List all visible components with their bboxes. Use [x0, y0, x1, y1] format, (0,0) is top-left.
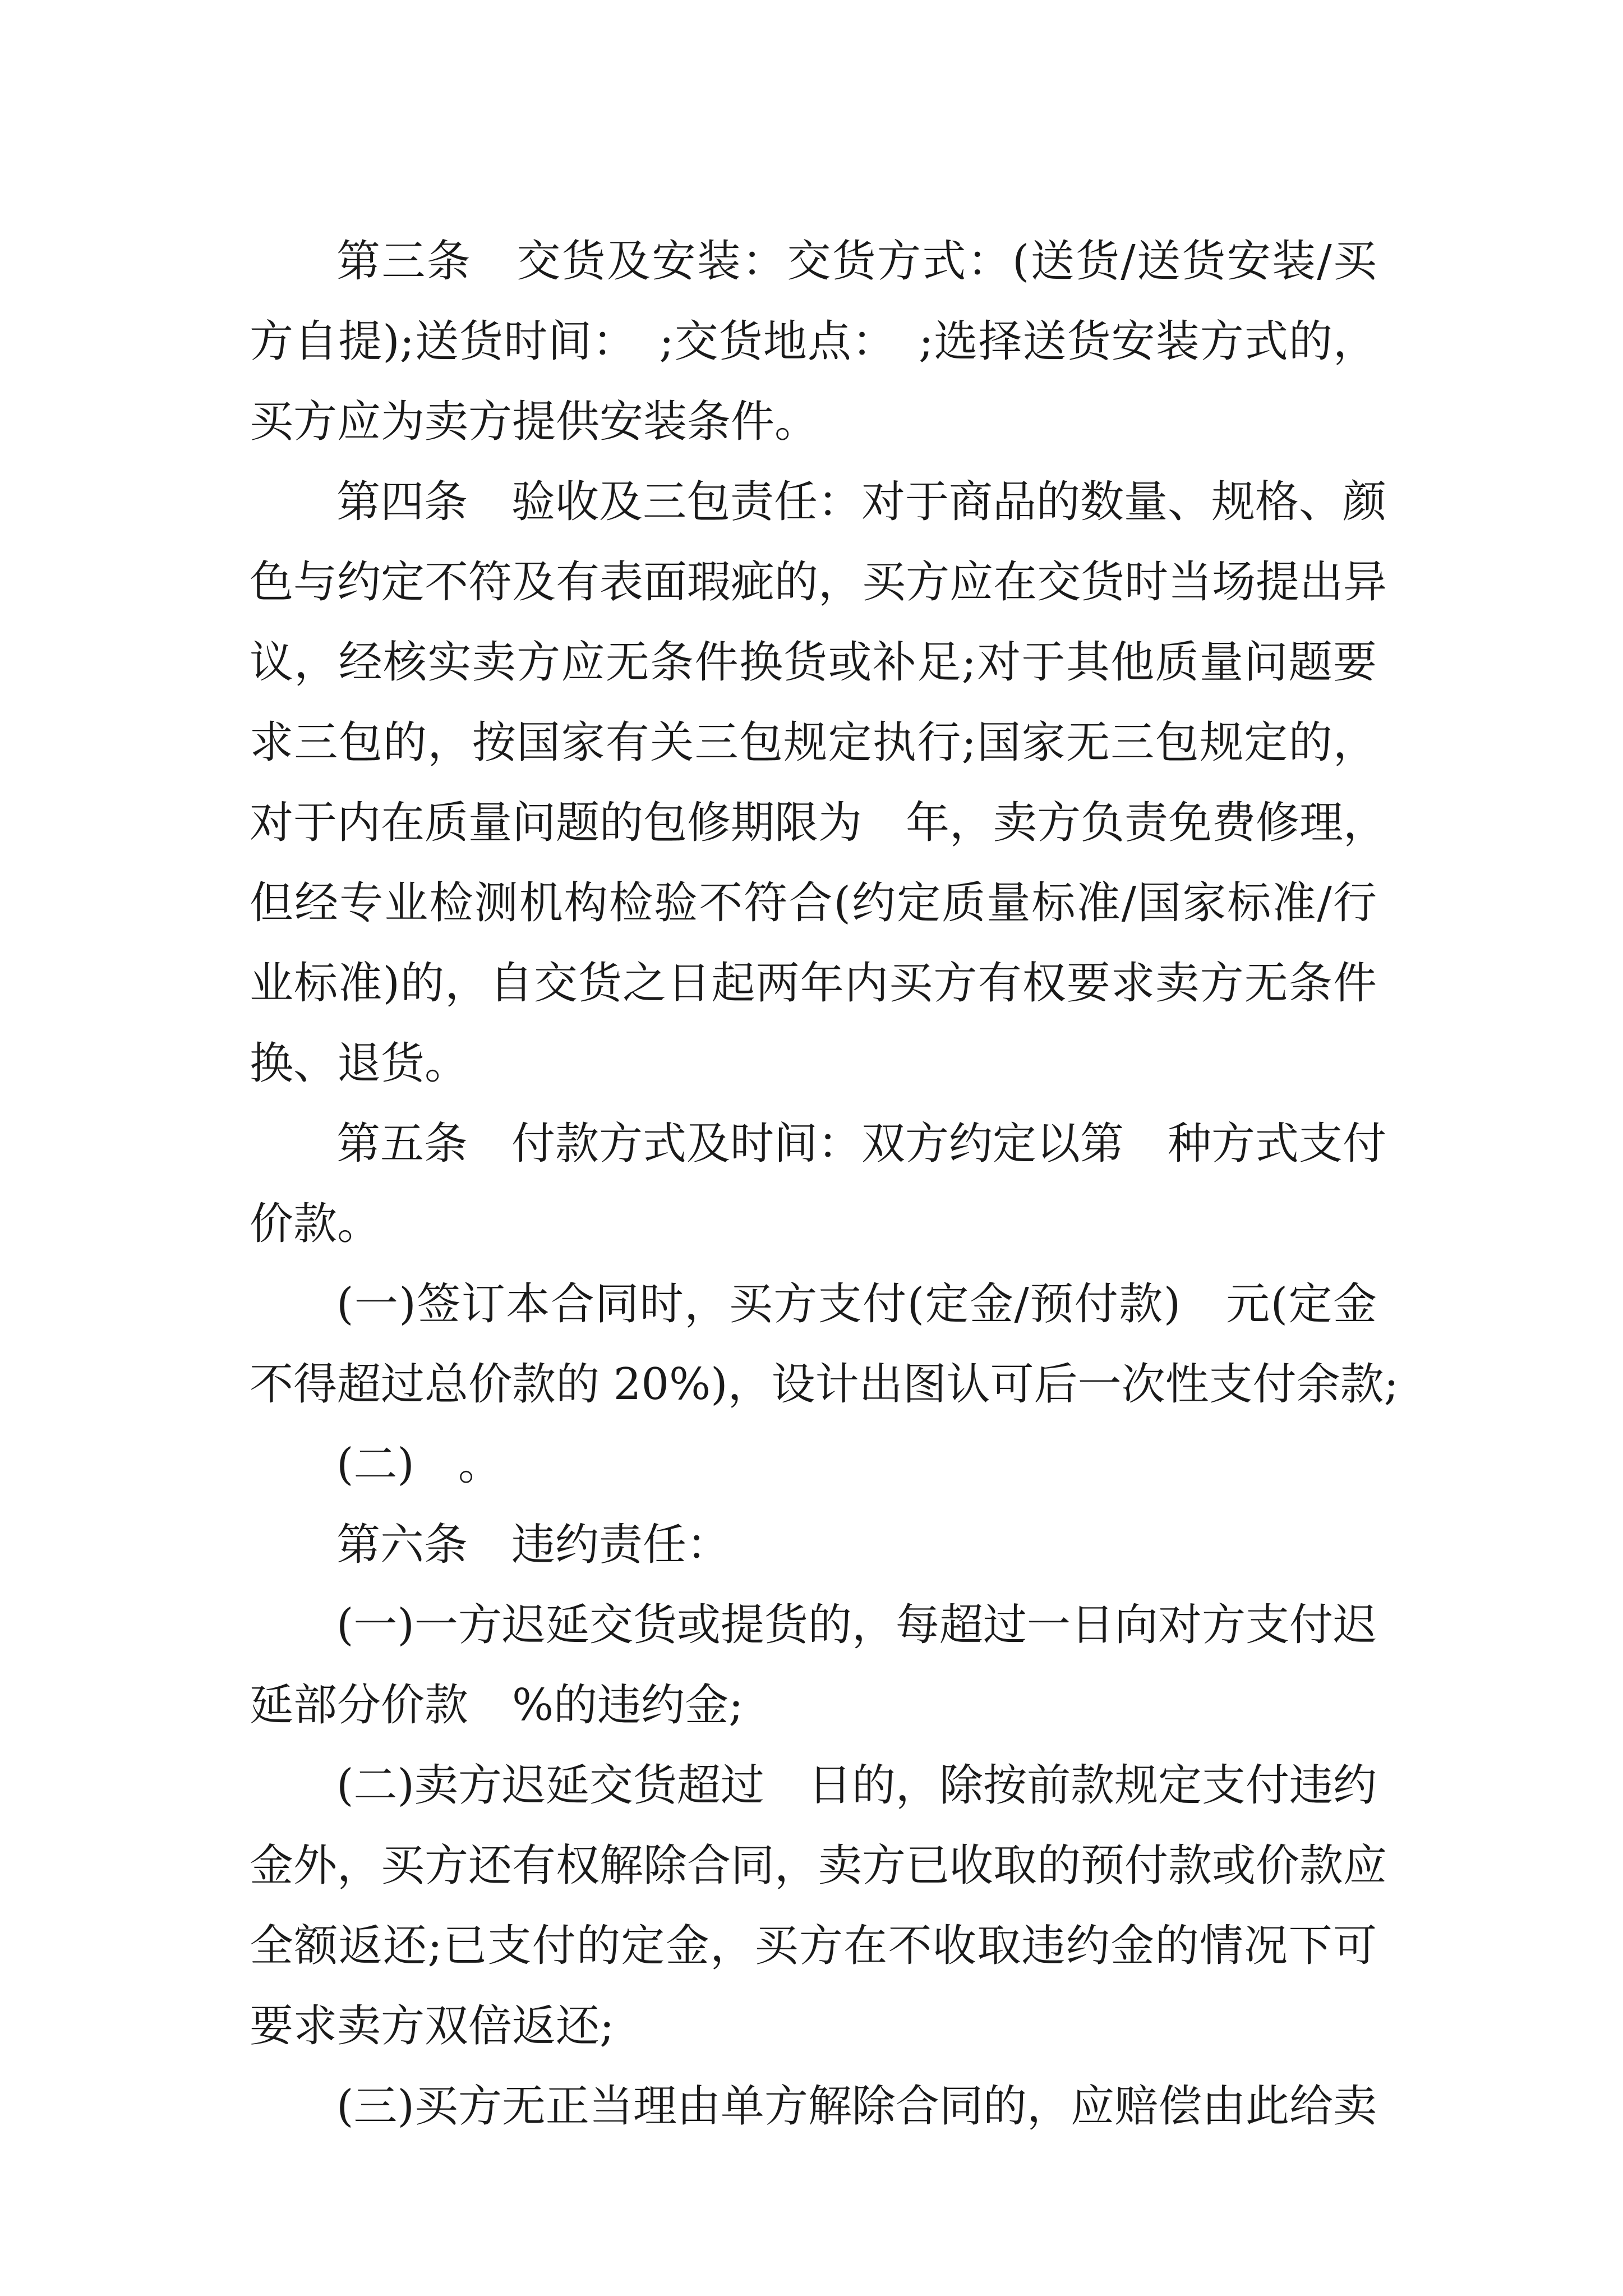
- text-line: 但经专业检测机构检验不符合(约定质量标准/国家标准/行: [250, 878, 1377, 928]
- text-line: (三)买方无正当理由单方解除合同的，应赔偿由此给卖: [336, 2081, 1377, 2132]
- text-line: 要求卖方双倍返还;: [250, 2001, 615, 2051]
- contract-body: [250, 222, 1399, 2147]
- text-line: 第六条 违约责任：: [336, 1520, 731, 1570]
- text-line: 对于内在质量问题的包修期限为 年，卖方负责免费修理，: [250, 798, 1387, 848]
- text-line: 方自提);送货时间： ;交货地点： ;选择送货安装方式的，: [250, 316, 1377, 367]
- text-line: 买方应为卖方提供安装条件。: [250, 397, 819, 447]
- text-line: 第四条 验收及三包责任：对于商品的数量、规格、颜: [336, 477, 1387, 527]
- text-line: (二) 。: [336, 1439, 502, 1490]
- text-line: 全额返还;已支付的定金，买方在不收取违约金的情况下可: [250, 1921, 1377, 1971]
- text-line: 延部分价款 %的违约金;: [250, 1680, 744, 1731]
- text-line: 不得超过总价款的 20%)，设计出图认可后一次性支付余款;: [250, 1359, 1399, 1410]
- text-line: (一)签订本合同时，买方支付(定金/预付款) 元(定金: [336, 1279, 1377, 1329]
- text-line: 色与约定不符及有表面瑕疵的，买方应在交货时当场提出异: [250, 557, 1387, 608]
- text-line: 议，经核实卖方应无条件换货或补足;对于其他质量问题要: [250, 637, 1377, 688]
- text-line: 业标准)的，自交货之日起两年内买方有权要求卖方无条件: [250, 958, 1377, 1009]
- text-line: 第三条 交货及安装：交货方式：(送货/送货安装/买: [336, 236, 1377, 287]
- text-line: (一)一方迟延交货或提货的，每超过一日向对方支付迟: [336, 1600, 1377, 1650]
- text-line: (二)卖方迟延交货超过 日的，除按前款规定支付违约: [336, 1760, 1377, 1811]
- text-line: 价款。: [250, 1199, 381, 1249]
- text-line: 求三包的，按国家有关三包规定执行;国家无三包规定的，: [250, 717, 1377, 768]
- text-line: 换、退货。: [250, 1038, 469, 1089]
- text-line: 第五条 付款方式及时间：双方约定以第 种方式支付: [336, 1119, 1387, 1169]
- text-line: 金外，买方还有权解除合同，卖方已收取的预付款或价款应: [250, 1841, 1387, 1891]
